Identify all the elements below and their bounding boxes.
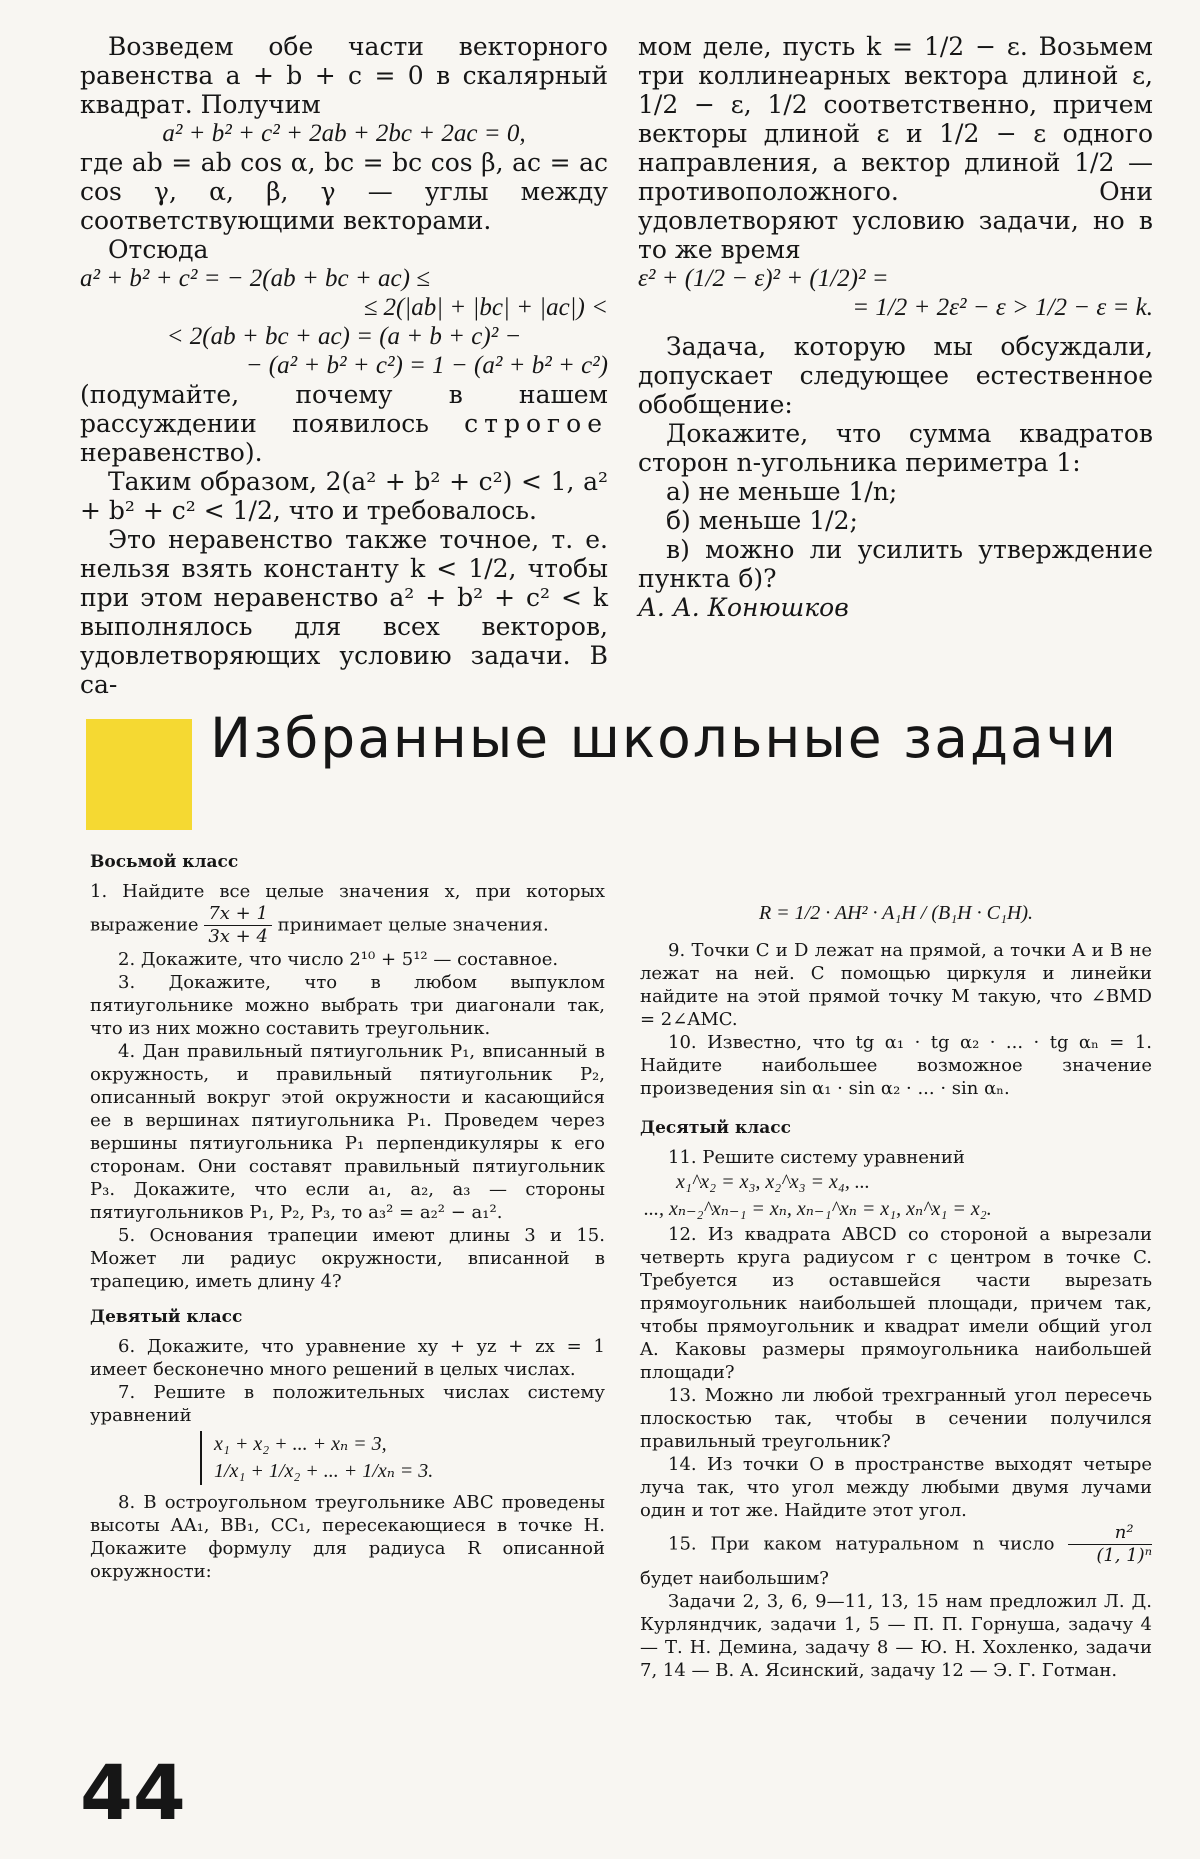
top-right-paragraph-b-0: Задача, которую мы обсуждали, допускает следующее естественное обобщение: [638,332,1153,419]
grade-10-heading: Десятый класс [640,1118,791,1138]
top-right-paragraph-b-2: а) не меньше 1/n; [666,477,898,506]
strict-inequality-note: (подумайте, почему в нашем рассуждении появилось строгое неравенство). [80,380,608,467]
top-right-paragraph-b-4: в) можно ли усилить утверждение пункта б)? [638,535,1153,593]
problem-item-r-0: 9. Точки C и D лежат на прямой, а точки A и B не лежат на ней. С помощью циркуля и линейки найдите на этой прямой точку M такую, что ∠BMD = 2∠AMC. [640,940,1152,1030]
problem-item-r2-1: 13. Можно ли любой трехгранный угол пересечь плоскостью так, чтобы в сечении получился правильный треугольник? [640,1385,1152,1452]
top-right-paragraph-0: мом деле, пусть k = 1/2 − ε. Возьмем три коллинеарных вектора длиной ε, 1/2 − ε, 1/2 соответственно, причем векторы длиной ε и 1/2 − ε одного направления, а вектор длиной 1/2 — противоположного. Они удовлетворяют условию задачи, но в то же время [638,32,1153,264]
author-signature: А. А. Конюшков [638,593,849,622]
top-left-paragraph-b-0: Таким образом, 2(a² + b² + c²) < 1, a² + b² + c² < 1/2, что и требовалось. [80,467,608,525]
problem-1-fraction: $\frac{7x + 1}{3x + 4}$ [204,903,272,948]
bottom-right-list-1 [640,939,1152,1100]
system-7 [200,1431,605,1485]
problem-item-r2-2: 14. Из точки O в пространстве выходят четыре луча так, что угол между любыми двумя лучами один и тот же. Найдите этот угол. [640,1454,1152,1521]
problem-credits: Задачи 2, 3, 6, 9—11, 13, 15 нам предложил Л. Д. Курляндчик, задачи 1, 5 — П. П. Горнуша, задачу 4 — Т. Н. Демина, задачу 8 — Ю. Н. Хохленко, задачи 7, 14 — В. А. Ясинский, задачу 12 — Э. Г. Готман. [640,1591,1152,1681]
problem-item-0: 2. Докажите, что число 2¹⁰ + 5¹² — составное. [118,949,559,970]
section-title: Избранные школьные задачи [210,706,1118,770]
top-right-paragraph-b-1: Докажите, что сумма квадратов сторон n-угольника периметра 1: [638,419,1153,477]
problem-item-r-1: 10. Известно, что tg α₁ · tg α₂ · ... · tg αₙ = 1. Найдите наибольшее возможное значение произведения sin α₁ · sin α₂ · ... · sin αₙ. [640,1032,1152,1099]
problem-item-1: 3. Докажите, что в любом выпуклом пятиугольнике можно выбрать три диагонали так, что из них можно составить треугольник. [90,972,605,1039]
top-right-paragraph-2: = 1/2 + 2ε² − ε > 1/2 − ε = k. [852,294,1153,321]
bottom-right-list-2 [640,1223,1152,1522]
top-right-block-2 [638,332,1153,593]
problem-1: 1. Найдите все целые значения x, при которых выражение $\frac{7x + 1}{3x + 4}$ принимает целые значения. [90,881,605,947]
problem-15: 15. При каком натуральном n число $\frac{\text{n²}}{\text{(1, 1)ⁿ}}$ будет наибольшим? [640,1522,1152,1589]
problem-item-2: 4. Дан правильный пятиугольник P₁, вписанный в окружность, и правильный пятиугольник P₂, описанный вокруг этой окружности и касающийся ее в вершинах пятиугольника P₁. Проведем через вершины пятиугольника P₁ перпендикуляры к его сторонам. Они составят правильный пятиугольник P₃. Докажите, что если a₁, a₂, a₃ — стороны пятиугольников P₁, P₂, P₃, то a₃² = a₂² − a₁². [90,1041,605,1223]
bottom-right-column [640,900,1152,1682]
grade-9-heading: Девятый класс [90,1307,243,1327]
top-left-paragraph-7: − (a² + b² + c²) = 1 − (a² + b² + c²) [245,352,608,379]
problem-15-fraction: $\frac{\text{n²}}{\text{(1, 1)ⁿ}}$ [1068,1522,1152,1567]
top-right-column [638,32,1153,622]
top-left-paragraph-1: a² + b² + c² + 2ab + 2bc + 2ac = 0, [162,120,526,147]
top-right-paragraph-b-3: б) меньше 1/2; [666,506,858,535]
top-right-paragraph-1: ε² + (1/2 − ε)² + (1/2)² = [638,265,889,292]
top-left-paragraph-3: Отсюда [108,235,209,264]
top-left-paragraph-6: < 2(ab + bc + ac) = (a + b + c)² − [166,323,522,350]
formula-radius: R = 1/2 · AH² · A₁H / (B₁H · C₁H). [758,902,1034,924]
section-color-marker [86,719,192,830]
top-left-paragraph-4: a² + b² + c² = − 2(ab + bc + ac) ≤ [80,265,430,292]
problem-item-9-1: 7. Решите в положительных числах систему уравнений [90,1382,605,1426]
grade-8-heading: Восьмой класс [90,852,239,872]
top-left-paragraph-2: где ab = ab cos α, bc = bc cos β, ac = ac cos γ, α, β, γ — углы между соответствующими векторами. [80,148,608,235]
bottom-left-list-1 [90,948,605,1293]
page-number: 44 [80,1748,186,1837]
problem-item-3: 5. Основания трапеции имеют длины 3 и 15. Может ли радиус окружности, вписанной в трапецию, иметь длину 4? [90,1225,605,1292]
problem-8: 8. В остроугольном треугольнике ABC проведены высоты AA₁, BB₁, CC₁, пересекающиеся в точке H. Докажите формулу для радиуса R описанной окружности: [90,1492,605,1582]
top-left-block-1 [80,32,608,380]
bottom-left-column [90,842,605,1583]
top-left-paragraph-5: ≤ 2(|ab| + |bc| + |ac|) < [363,294,608,321]
system-11-line-1: x₁^x₂ = x₃, x₂^x₃ = x₄, ... [676,1171,870,1193]
system-7-line-2: 1/x₁ + 1/x₂ + ... + 1/xₙ = 3. [214,1460,434,1482]
problem-item-9-0: 6. Докажите, что уравнение xy + yz + zx = 1 имеет бесконечно много решений в целых числах. [90,1336,605,1380]
top-left-column [80,32,608,699]
system-11-line-2: ..., xₙ₋₂^xₙ₋₁ = xₙ, xₙ₋₁^xₙ = x₁, xₙ^x₁ = x₂. [644,1198,992,1220]
top-right-block-1 [638,32,1153,322]
system-7-line-1: x₁ + x₂ + ... + xₙ = 3, [214,1433,387,1455]
top-left-paragraph-0: Возведем обе части векторного равенства a + b + c = 0 в скалярный квадрат. Получим [80,32,608,119]
problem-11: 11. Решите систему уравнений [668,1147,965,1168]
top-left-paragraph-b-1: Это неравенство также точное, т. е. нельзя взять константу k < 1/2, чтобы при этом неравенство a² + b² + c² < k выполнялось для всех векторов, удовлетворяющих условию задачи. В са- [80,525,608,699]
top-left-block-2 [80,467,608,699]
problem-item-r2-0: 12. Из квадрата ABCD со стороной a вырезали четверть круга радиусом r с центром в точке C. Требуется из оставшейся части вырезать прямоугольник наибольшей площади, причем так, чтобы прямоугольник и квадрат имели общий угол A. Каковы размеры прямоугольника наибольшей площади? [640,1224,1152,1383]
bottom-left-list-2 [90,1335,605,1427]
